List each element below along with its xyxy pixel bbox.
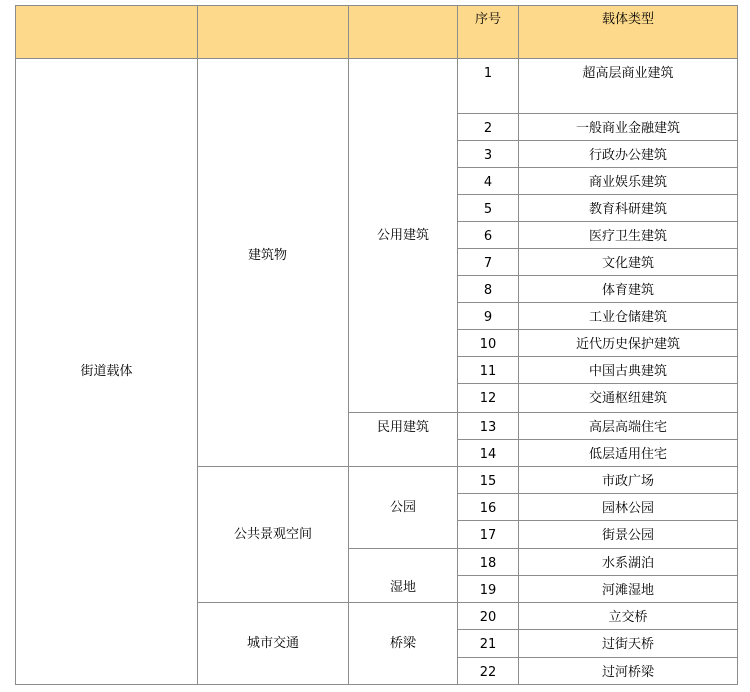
row-no: 15 xyxy=(457,466,519,494)
row-no: 5 xyxy=(457,194,519,222)
row-no: 1 xyxy=(457,58,519,114)
row-name: 行政办公建筑 xyxy=(518,140,738,168)
row-name: 交通枢纽建筑 xyxy=(518,383,738,413)
header-seq: 序号 xyxy=(457,5,519,59)
level1-street-carrier: 街道载体 xyxy=(15,58,198,685)
row-name: 高层高端住宅 xyxy=(518,412,738,440)
row-no: 6 xyxy=(457,221,519,249)
level2-public-landscape: 公共景观空间 xyxy=(197,466,349,603)
row-name: 近代历史保护建筑 xyxy=(518,329,738,357)
row-no: 12 xyxy=(457,383,519,413)
header-col-3 xyxy=(348,5,458,59)
level3-public-buildings: 公用建筑 xyxy=(348,58,458,413)
level2-buildings: 建筑物 xyxy=(197,58,349,467)
carrier-type-table xyxy=(15,5,738,685)
row-no: 20 xyxy=(457,602,519,630)
row-no: 16 xyxy=(457,493,519,521)
row-no: 8 xyxy=(457,275,519,303)
row-no: 9 xyxy=(457,302,519,330)
row-name: 医疗卫生建筑 xyxy=(518,221,738,249)
level3-residential-buildings: 民用建筑 xyxy=(348,412,458,467)
row-name: 中国古典建筑 xyxy=(518,356,738,384)
row-name: 教育科研建筑 xyxy=(518,194,738,222)
row-name: 商业娱乐建筑 xyxy=(518,167,738,195)
row-no: 22 xyxy=(457,657,519,685)
row-no: 18 xyxy=(457,548,519,576)
row-name: 过河桥梁 xyxy=(518,657,738,685)
row-name: 市政广场 xyxy=(518,466,738,494)
row-no: 13 xyxy=(457,412,519,440)
row-name: 低层适用住宅 xyxy=(518,439,738,467)
row-no: 19 xyxy=(457,575,519,603)
header-col-1 xyxy=(15,5,198,59)
row-no: 11 xyxy=(457,356,519,384)
row-no: 2 xyxy=(457,113,519,141)
row-no: 3 xyxy=(457,140,519,168)
row-name: 园林公园 xyxy=(518,493,738,521)
row-name: 街景公园 xyxy=(518,520,738,549)
level3-park: 公园 xyxy=(348,466,458,549)
row-no: 10 xyxy=(457,329,519,357)
row-no: 4 xyxy=(457,167,519,195)
row-no: 14 xyxy=(457,439,519,467)
row-name: 立交桥 xyxy=(518,602,738,630)
row-no: 17 xyxy=(457,520,519,549)
level3-bridge: 桥梁 xyxy=(348,602,458,685)
row-no: 21 xyxy=(457,629,519,658)
header-col-2 xyxy=(197,5,349,59)
row-name: 一般商业金融建筑 xyxy=(518,113,738,141)
level3-wetland: 湿地 xyxy=(348,548,458,603)
row-name: 文化建筑 xyxy=(518,248,738,276)
row-name: 水系湖泊 xyxy=(518,548,738,576)
row-name: 体育建筑 xyxy=(518,275,738,303)
row-no: 7 xyxy=(457,248,519,276)
header-type: 载体类型 xyxy=(518,5,738,59)
row-name: 工业仓储建筑 xyxy=(518,302,738,330)
row-name: 河滩湿地 xyxy=(518,575,738,603)
row-name: 过街天桥 xyxy=(518,629,738,658)
row-name: 超高层商业建筑 xyxy=(518,58,738,114)
level2-urban-transport: 城市交通 xyxy=(197,602,349,685)
